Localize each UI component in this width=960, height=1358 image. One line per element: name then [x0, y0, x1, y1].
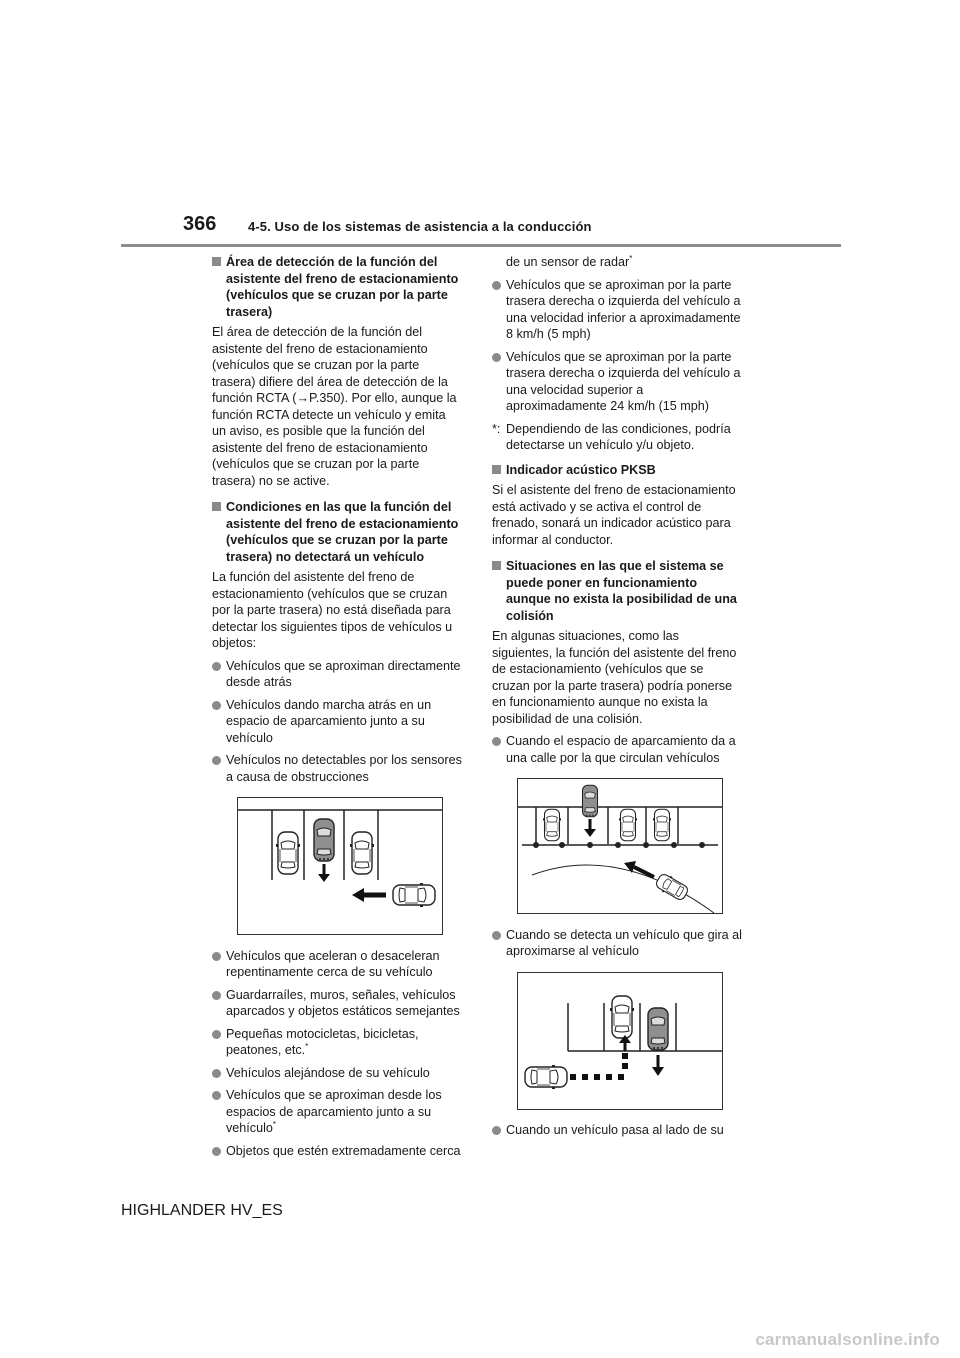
left-column [212, 254, 462, 1165]
dotted-path [570, 1053, 628, 1080]
header-rule [121, 244, 841, 247]
list-item: Vehículos alejándose de su vehículo [212, 1065, 462, 1082]
car-top-view-icon [350, 832, 374, 874]
round-bullet-icon [212, 952, 221, 961]
footer-model: HIGHLANDER HV_ES [121, 1202, 283, 1219]
square-bullet-icon [212, 502, 221, 511]
car-top-view-icon [314, 819, 334, 861]
paragraph-non-detection: La función del asistente del freno de estacionamiento (vehículos que se cruzan por la parte trasera) no está diseñada para detectar los siguientes tipos de vehículos u objetos: [212, 570, 453, 650]
list-item: Pequeñas motocicletas, bicicletas, peatones, etc.* [212, 1026, 462, 1059]
arrow-icon [624, 861, 654, 877]
arrow-icon [318, 864, 330, 882]
arrow-icon [652, 1055, 664, 1076]
round-bullet-icon [492, 931, 501, 940]
right-column [492, 254, 742, 1145]
continued-text: de un sensor de radar* [506, 253, 633, 269]
paragraph-false-activation: En algunas situaciones, como las siguientes, la función del asistente del freno de estacionamiento (vehículos que se cruzan por la parte trasera) podría ponerse en funcionamiento aunque no exista la posibilidad de una colisión. [492, 629, 737, 726]
list-item: Vehículos que se aproximan por la parte trasera derecha o izquierda del vehículo a una velocidad inferior a aproximadamente 8 km/h (5 mph) [492, 277, 742, 343]
car-top-view-icon [654, 871, 690, 902]
list-item: Guardarraíles, muros, señales, vehículos aparcados y objetos estáticos semejantes [212, 987, 462, 1020]
car-top-view-icon [393, 883, 435, 907]
list-item: Objetos que estén extremadamente cerca [212, 1143, 462, 1160]
arrow-icon [352, 888, 386, 902]
round-bullet-icon [212, 991, 221, 1000]
round-bullet-icon [212, 1091, 221, 1100]
square-bullet-icon [492, 465, 501, 474]
round-bullet-icon [212, 1030, 221, 1039]
section-title: 4-5. Uso de los sistemas de asistencia a la conducción [248, 219, 592, 234]
figure-obstruction [237, 797, 443, 935]
round-bullet-icon [492, 281, 501, 290]
heading-detection-area: Área de detección de la función del asistente del freno de estacionamiento (vehículos que se cruzan por la parte trasera) [212, 254, 462, 320]
list-item: Vehículos no detectables por los sensores a causa de obstrucciones [212, 752, 462, 785]
page-number: 366 [183, 213, 217, 235]
list-item: Cuando se detecta un vehículo que gira al aproximarse al vehículo [492, 927, 742, 960]
round-bullet-icon [212, 1147, 221, 1156]
list-item: Vehículos que se aproximan desde los espacios de aparcamiento junto a su vehículo* [212, 1087, 462, 1137]
round-bullet-icon [212, 1069, 221, 1078]
car-top-view-icon [276, 832, 300, 874]
car-top-view-icon [653, 809, 671, 841]
paragraph-detection-area: El área de detección de la función del asistente del freno de estacionamiento (vehículos que se cruzan por la parte trasera) difiere del área de detección de la función RCTA (→P.350). Por ello, aunque la función RCTA detecte un vehículo y emita un aviso, es posible que la función del asistente del freno de estacionamiento (vehículos que se cruzan por la parte trasera) no se active. [212, 325, 457, 488]
heading-pksb-buzzer: Indicador acústico PKSB [492, 462, 742, 479]
car-top-view-icon [619, 809, 637, 841]
arrow-icon [584, 819, 596, 837]
list-item: Vehículos dando marcha atrás en un espacio de aparcamiento junto a su vehículo [212, 697, 462, 747]
list-item: Vehículos que se aproximan directamente desde atrás [212, 658, 462, 691]
watermark: carmanualsonline.info [755, 1330, 940, 1349]
heading-non-detection: Condiciones en las que la función del asistente del freno de estacionamiento (vehículos que se cruzan por la parte trasera) no detectará un vehículo [212, 499, 462, 565]
list-item: Vehículos que aceleran o desaceleran repentinamente cerca de su vehículo [212, 948, 462, 981]
paragraph-pksb-buzzer: Si el asistente del freno de estacionamiento está activado y se activa el control de frenado, sonará un indicador acústico para informar al conductor. [492, 483, 736, 547]
car-top-view-icon [610, 996, 634, 1038]
square-bullet-icon [492, 561, 501, 570]
heading-false-activation: Situaciones en las que el sistema se puede poner en funcionamiento aunque no exista la posibilidad de una colisión [492, 558, 742, 624]
square-bullet-icon [212, 257, 221, 266]
list-item: Vehículos que se aproximan por la parte trasera derecha o izquierda del vehículo a una velocidad superior a aproximadamente 24 km/h (15 mph) [492, 349, 742, 415]
car-top-view-icon [525, 1065, 567, 1089]
car-top-view-icon [583, 785, 598, 817]
round-bullet-icon [212, 756, 221, 765]
list-item: Cuando el espacio de aparcamiento da a una calle por la que circulan vehículos [492, 733, 742, 766]
round-bullet-icon [492, 737, 501, 746]
figure-turning-vehicle [517, 972, 723, 1110]
figure-street-facing [517, 778, 723, 914]
car-top-view-icon [543, 809, 561, 841]
round-bullet-icon [492, 1126, 501, 1135]
footnote: *: Dependiendo de las condiciones, podría detectarse un vehículo y/u objeto. [492, 421, 731, 452]
round-bullet-icon [212, 662, 221, 671]
car-top-view-icon [648, 1008, 668, 1050]
list-item: Cuando un vehículo pasa al lado de su [492, 1122, 742, 1139]
round-bullet-icon [492, 353, 501, 362]
footnote-mark: *: [492, 421, 501, 436]
round-bullet-icon [212, 701, 221, 710]
